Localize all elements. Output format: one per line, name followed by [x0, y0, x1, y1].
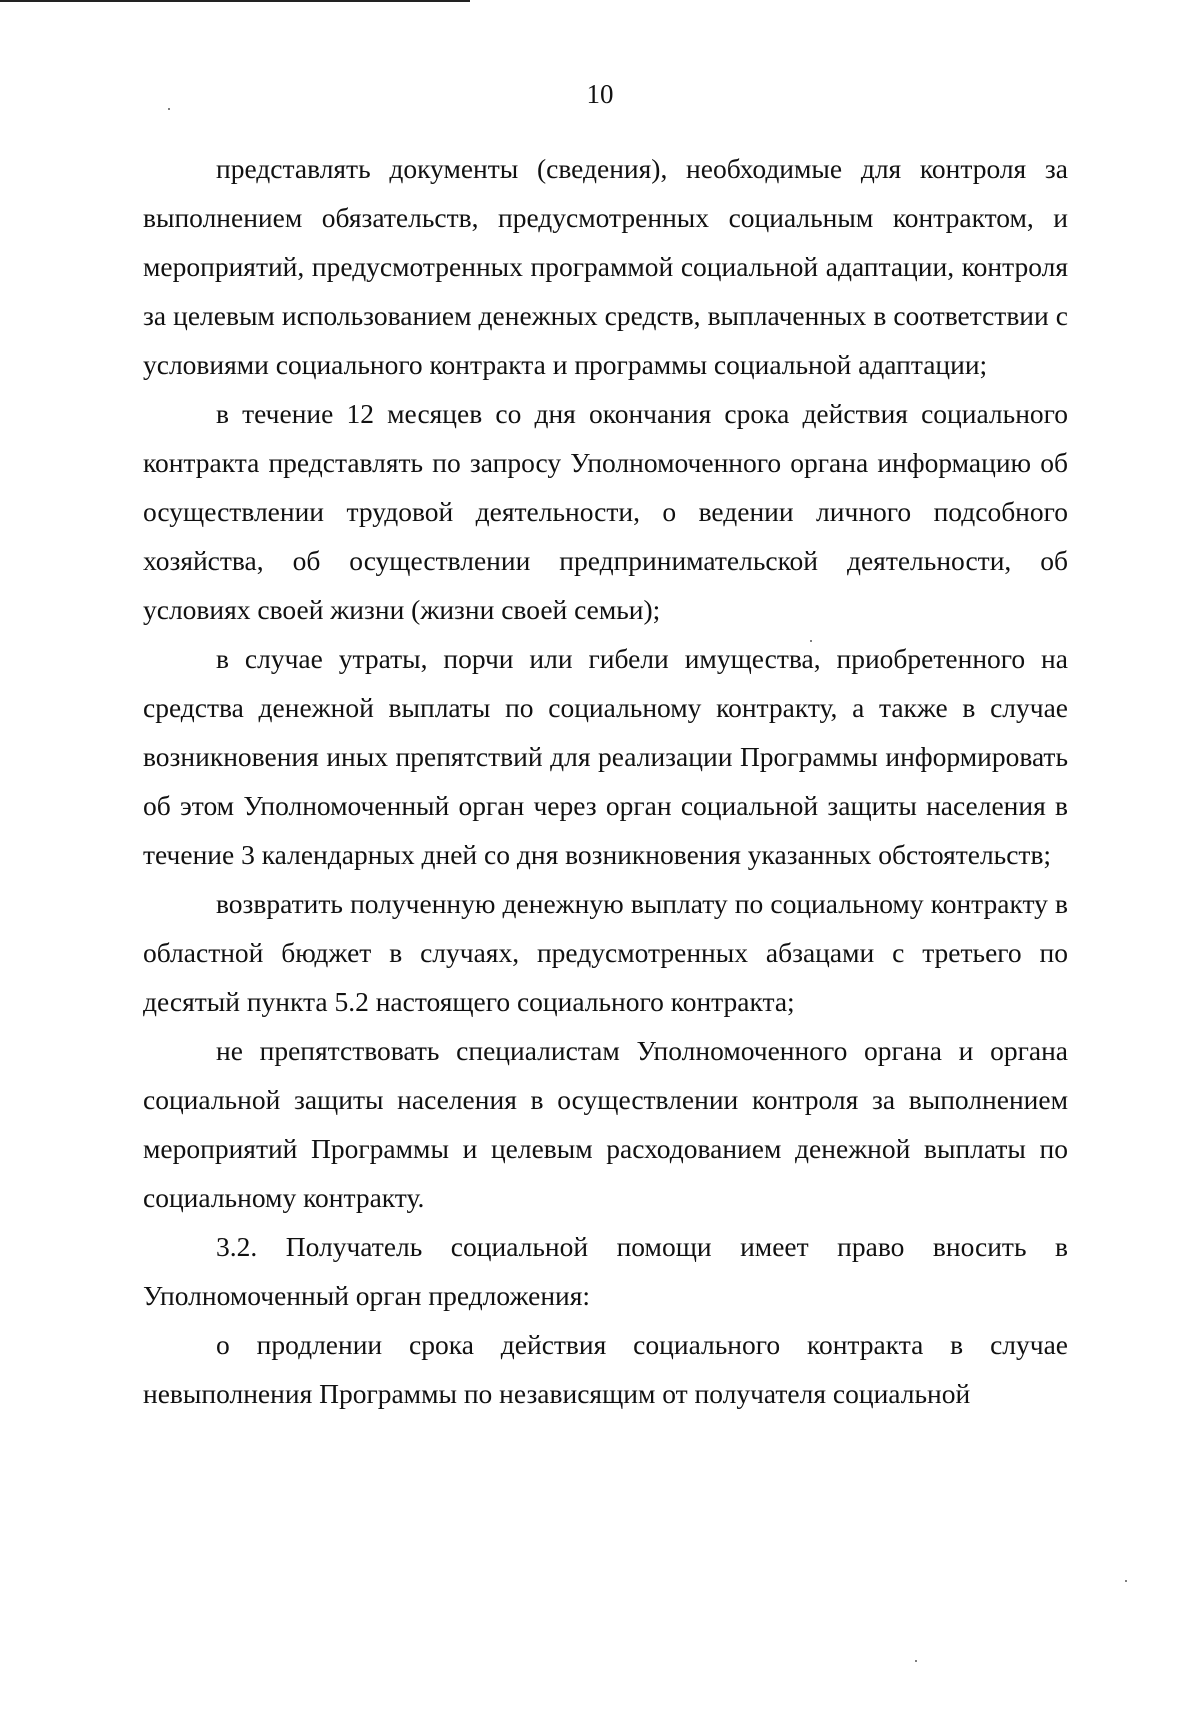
- scan-speck: [915, 1660, 917, 1662]
- scan-speck: [168, 108, 170, 110]
- scan-speck: [810, 640, 812, 642]
- paragraph: не препятствовать специалистам Уполномоченного органа и органа социальной защиты населения в осуществлении контроля за выполнением мероприятий Программы и целевым расходованием денежной выплаты по социальному контракту.: [143, 1035, 1068, 1213]
- paragraph: в случае утраты, порчи или гибели имущества, приобретенного на средства денежной выплаты по социальному контракту, а также в случае возникновения иных препятствий для реализации Программы информировать об этом Уполномоченный орган через орган социальной защиты населения в течение 3 календарных дней со дня возникновения указанных обстоятельств;: [143, 643, 1068, 870]
- paragraph: в течение 12 месяцев со дня окончания срока действия социального контракта представлять по запросу Уполномоченного органа информацию об осуществлении трудовой деятельности, о ведении личного подсобного хозяйства, об осуществлении предпринимательской деятельности, об условиях своей жизни (жизни своей семьи);: [143, 398, 1068, 625]
- scan-top-edge: [0, 0, 470, 2]
- paragraph: представлять документы (сведения), необходимые для контроля за выполнением обязательств, предусмотренных социальным контрактом, и мероприятий, предусмотренных программой социальной адаптации, контроля за целевым использованием денежных средств, выплаченных в соответствии с условиями социального контракта и программы социальной адаптации;: [143, 153, 1068, 380]
- paragraph: 3.2. Получатель социальной помощи имеет право вносить в Уполномоченный орган предложения:: [143, 1231, 1068, 1311]
- scan-speck: [1125, 1580, 1127, 1582]
- paragraph: о продлении срока действия социального контракта в случае невыполнения Программы по независящим от получателя социальной: [143, 1329, 1068, 1409]
- page-number: 10: [586, 79, 614, 109]
- paragraph: возвратить полученную денежную выплату по социальному контракту в областной бюджет в случаях, предусмотренных абзацами с третьего по десятый пункта 5.2 настоящего социального контракта;: [143, 888, 1068, 1017]
- document-body: [143, 144, 1068, 1418]
